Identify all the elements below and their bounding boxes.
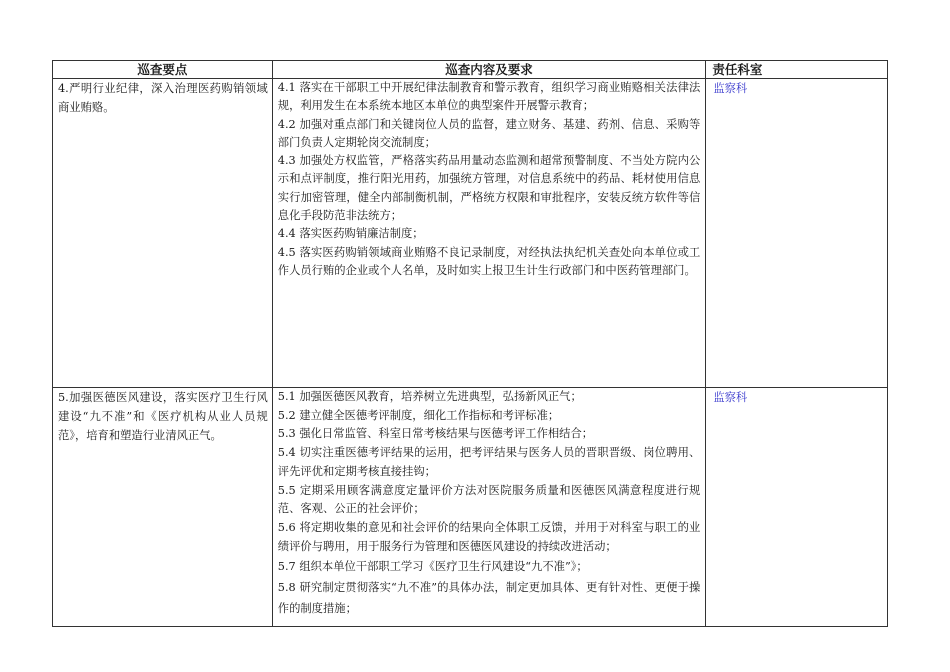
inspection-point-cell: 4.严明行业纪律，深入治理医药购销领域商业贿赂。: [53, 79, 273, 388]
table-row: [53, 388, 888, 627]
responsible-dept-cell: [706, 388, 888, 627]
requirement-item: 5.8 研究制定贯彻落实“九不准”的具体办法，制定更加具体、更有针对性、更便于操作的制度措施；: [277, 581, 701, 616]
requirement-item: 5.2 建立健全医德考评制度，细化工作指标和考评标准；: [277, 408, 560, 422]
requirement-item: 4.3 加强处方权监管，严格落实药品用量动态监测和超常预警制度、不当处方院内公示和点评制度，推行阳光用药，加强统方管理，对信息系统中的药品、耗材使用信息实行加密管理，健全内部制衡机制，严格统方权限和审批程序，安装反统方软件等信息化手段防范非法统方；: [277, 154, 701, 223]
requirements-cell: [272, 79, 706, 388]
table-header-row: [53, 61, 888, 79]
header-responsible-dept: 责任科室: [706, 61, 888, 79]
inspection-table: [52, 60, 888, 627]
requirement-item: 4.4 落实医药购销廉洁制度；: [277, 227, 424, 241]
header-inspection-point: 巡查要点: [53, 61, 273, 79]
requirement-item: 5.1 加强医德医风教育，培养树立先进典型，弘扬新风正气；: [277, 390, 582, 403]
requirement-item: 4.2 加强对重点部门和关键岗位人员的监督，建立财务、基建、药剂、信息、采购等部门负责人定期轮岗交流制度；: [277, 117, 701, 149]
responsible-dept-cell: [706, 79, 888, 388]
table-row: [53, 79, 888, 388]
dept-link[interactable]: 监察科: [713, 391, 748, 404]
requirements-cell: [272, 388, 706, 627]
requirement-item: 5.5 定期采用顾客满意度定量评价方法对医院服务质量和医德医风满意程度进行规范、客观、公正的社会评价；: [277, 483, 701, 516]
requirement-item: 5.4 切实注重医德考评结果的运用，把考评结果与医务人员的晋职晋级、岗位聘用、评先评优和定期考核直接挂钩；: [277, 446, 701, 478]
requirement-item: 5.3 强化日常监管、科室日常考核结果与医德考评工作相结合；: [277, 427, 594, 441]
requirement-item: 4.5 落实医药购销领域商业贿赂不良记录制度，对经执法执纪机关查处向本单位或工作人员行贿的企业或个人名单，及时如实上报卫生计生行政部门和中医药管理部门。: [277, 245, 701, 277]
requirement-item: 5.7 组织本单位干部职工学习《医疗卫生行风建设“九不准”》；: [277, 560, 588, 574]
dept-link[interactable]: 监察科: [713, 82, 748, 95]
header-inspection-content: 巡查内容及要求: [272, 61, 706, 79]
inspection-point-cell: 5.加强医德医风建设，落实医疗卫生行风建设“九不准”和《医疗机构从业人员规范》，培育和塑造行业清风正气。: [53, 388, 273, 627]
requirement-item: 4.1 落实在干部职工中开展纪律法制教育和警示教育，组织学习商业贿赂相关法律法规，利用发生在本系统本地区本单位的典型案件开展警示教育；: [277, 81, 701, 113]
requirement-item: 5.6 将定期收集的意见和社会评价的结果向全体职工反馈，并用于对科室与职工的业绩评价与聘用，用于服务行为管理和医德医风建设的持续改进活动；: [277, 520, 701, 553]
